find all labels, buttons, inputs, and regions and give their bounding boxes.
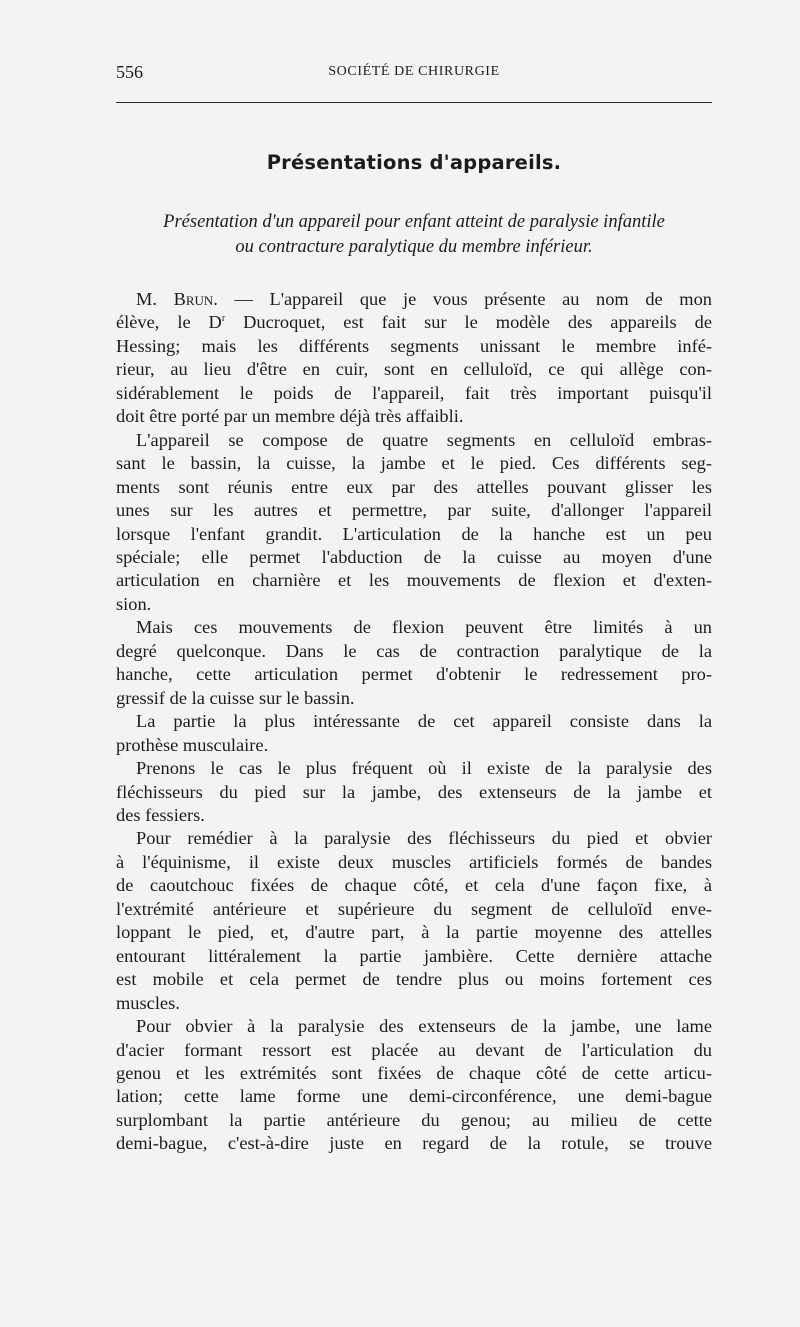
journal-title: SOCIÉTÉ DE CHIRURGIE <box>328 64 500 79</box>
text-line: L'appareil se compose de quatre segments en celluloïd embras- <box>136 429 712 450</box>
text-line: est mobile et cela permet de tendre plus ou moins fortement ces <box>116 969 712 990</box>
text-line: Mais ces mouvements de flexion peuvent être limités à un <box>136 617 712 638</box>
section-title: Présentations d'appareils. <box>266 151 562 174</box>
subtitle-line: ou contracture paralytique du membre inférieur. <box>235 237 593 257</box>
text-line: unes sur les autres et permettre, par suite, d'allonger l'appareil <box>116 500 712 521</box>
superscript: r <box>221 313 226 325</box>
subtitle-line: Présentation d'un appareil pour enfant atteint de paralysie infantile <box>163 212 665 232</box>
text-line: Pour obvier à la paralysie des extenseurs de la jambe, une lame <box>136 1016 712 1037</box>
text-line: doit être porté par un membre déjà très affaibli. <box>116 406 464 427</box>
text-line: lation; cette lame forme une demi-circonférence, une demi-bague <box>116 1086 712 1107</box>
text-line: sidérablement le poids de l'appareil, fait très important puisqu'il <box>116 382 712 403</box>
text-line: ments sont réunis entre eux par des attelles pouvant glisser les <box>116 476 712 497</box>
text-line: Pour remédier à la paralysie des fléchisseurs du pied et obvier <box>136 828 712 849</box>
paragraph <box>116 288 712 429</box>
text-line: fléchisseurs du pied sur la jambe, des extenseurs de la jambe et <box>116 781 712 802</box>
text-line: M. Brun. — L'appareil que je vous présente au nom de mon <box>136 289 712 309</box>
text-line: spéciale; elle permet l'abduction de la cuisse au moyen d'une <box>116 546 712 567</box>
paragraph <box>116 616 712 710</box>
text-line: l'extrémité antérieure et supérieure du segment de celluloïd enve- <box>116 898 712 919</box>
text-line: des fessiers. <box>116 804 205 825</box>
text-line: Prenons le cas le plus fréquent où il existe de la paralysie des <box>136 758 712 779</box>
article-body <box>116 288 712 1156</box>
text-line: articulation en charnière et les mouvements de flexion et d'exten- <box>116 570 712 591</box>
text-line: de caoutchouc fixées de chaque côté, et cela d'une façon fixe, à <box>116 875 712 896</box>
text-line: élève, le $D^r$ Ducroquet, est fait sur le modèle des appareils de <box>116 312 712 333</box>
page-number: 556 <box>116 62 143 82</box>
paragraph <box>116 710 712 757</box>
text-line: lorsque l'enfant grandit. L'articulation de la hanche est un peu <box>116 523 712 544</box>
article-subtitle <box>116 210 712 260</box>
text-line: genou et les extrémités sont fixées de chaque côté de cette articu- <box>116 1062 712 1083</box>
text-line: Hessing; mais les différents segments unissant le membre infé- <box>116 335 712 356</box>
text-line: demi-bague, c'est-à-dire juste en regard de la rotule, se trouve <box>116 1133 712 1154</box>
text-line: hanche, cette articulation permet d'obtenir le redressement pro- <box>116 664 712 685</box>
text-line: prothèse musculaire. <box>116 734 269 755</box>
text-line: gressif de la cuisse sur le bassin. <box>116 687 355 708</box>
paragraph <box>116 429 712 617</box>
speaker-name: Brun. <box>173 289 218 309</box>
paragraph <box>116 757 712 827</box>
header-rule <box>116 102 712 103</box>
text-line: surplombant la partie antérieure du genou; au milieu de cette <box>116 1109 712 1130</box>
text-line: loppant le pied, et, d'autre part, à la partie moyenne des attelles <box>116 922 712 943</box>
text-line: sion. <box>116 593 152 614</box>
paragraph <box>116 827 712 1015</box>
text-line: rieur, au lieu d'être en cuir, sont en celluloïd, ce qui allège con- <box>116 359 712 380</box>
speaker-initial: M. <box>136 289 157 309</box>
book-page <box>116 62 712 1156</box>
text-line: muscles. <box>116 992 180 1013</box>
text-line: La partie la plus intéressante de cet appareil consiste dans la <box>136 711 712 732</box>
running-head <box>116 62 712 86</box>
text-line: d'acier formant ressort est placée au devant de l'articulation du <box>116 1039 712 1060</box>
paragraph <box>116 1015 712 1156</box>
text-line: entourant littéralement la partie jambière. Cette dernière attache <box>116 945 712 966</box>
text-line: degré quelconque. Dans le cas de contraction paralytique de la <box>116 640 712 661</box>
text-line: sant le bassin, la cuisse, la jambe et le pied. Ces différents seg- <box>116 453 712 474</box>
text-line: à l'équinisme, il existe deux muscles artificiels formés de bandes <box>116 851 712 872</box>
